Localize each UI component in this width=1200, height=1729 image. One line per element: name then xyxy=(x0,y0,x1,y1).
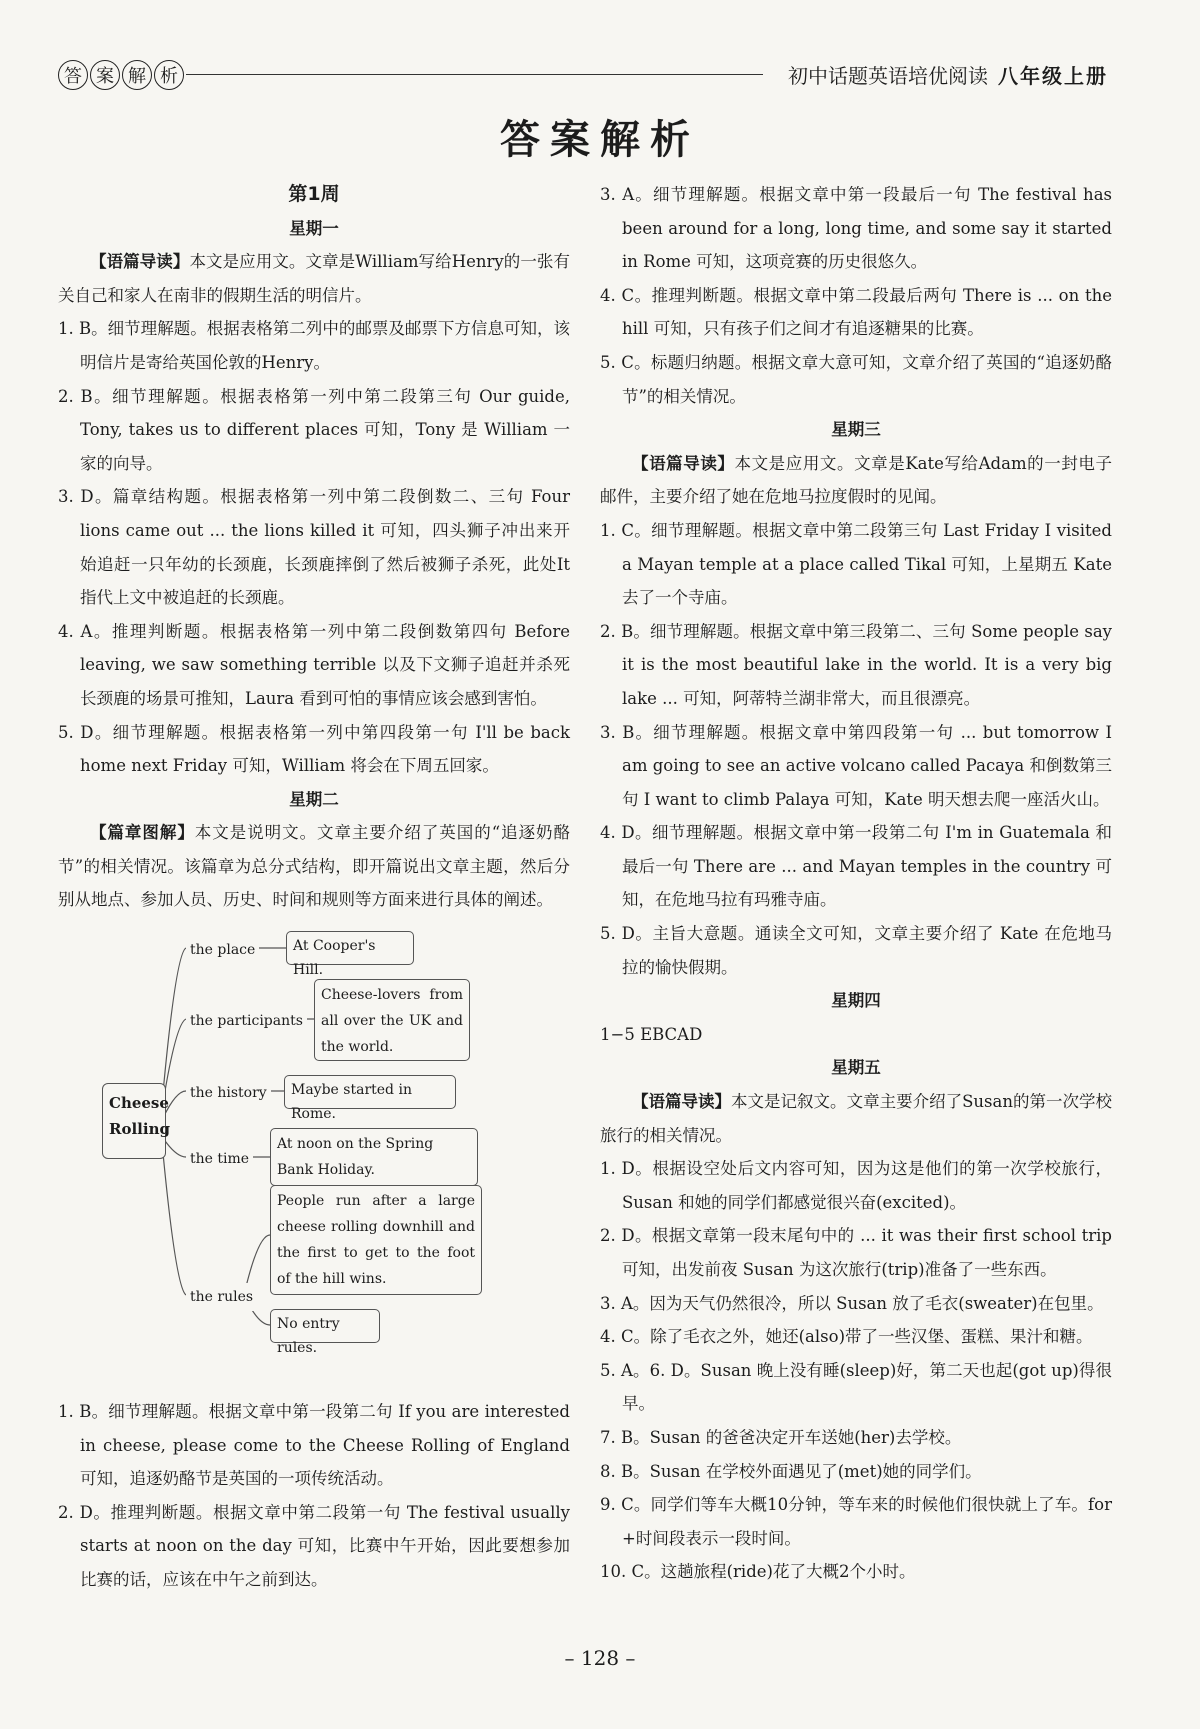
book-title xyxy=(788,60,1108,89)
intro-tag: 【语篇导读】 xyxy=(632,453,735,473)
branch-rules: the rules xyxy=(186,1283,257,1311)
answer-item: 3. D。篇章结构题。根据表格第一列中第二段倒数二、三句 Four lions came out ... the lions killed it 可知，四头狮子冲出来开始追赶一只年幼的长颈鹿，长颈鹿摔倒了然后被狮子杀死，此处It指代上文中被追赶的长颈鹿。 xyxy=(58,487,570,608)
intro-tuesday: 【篇章图解】本文是说明文。文章主要介绍了英国的“追逐奶酪节”的相关情况。该篇章为总分式结构，即开篇说出文章主题，然后分别从地点、参加人员、历史、时间和规则等方面来进行具体的阐述。 xyxy=(58,823,571,910)
badge-char: 析 xyxy=(154,60,184,90)
badge-char: 解 xyxy=(122,60,152,90)
answer-item: 9. C。同学们等车大概10分钟，等车来的时候他们很快就上了车。for +时间段表示一段时间。 xyxy=(600,1495,1112,1548)
badge-char: 答 xyxy=(58,60,88,90)
answer-item: 5. D。细节理解题。根据表格第一列中第四段第一句 I'll be back home next Friday 可知，William 将会在下周五回家。 xyxy=(58,722,570,776)
answer-item: 3. A。因为天气仍然很冷，所以 Susan 放了毛衣(sweater)在包里。 xyxy=(600,1293,1104,1313)
answer-item: 2. D。根据文章第一段末尾句中的 ... it was their first school trip 可知，出发前夜 Susan 为这次旅行(trip)准备了一些东西。 xyxy=(600,1226,1112,1279)
branch-participants: the participants xyxy=(186,1007,307,1035)
answer-item: 1. B。细节理解题。根据表格第二列中的邮票及邮票下方信息可知，该明信片是寄给英国伦敦的Henry。 xyxy=(58,319,570,372)
header-rule xyxy=(186,74,763,75)
connector-line xyxy=(163,948,186,1093)
answer-item: 4. C。除了毛衣之外，她还(also)带了一些汉堡、蛋糕、果汁和糖。 xyxy=(600,1327,1093,1347)
branch-time: the time xyxy=(186,1145,253,1173)
series-name: 初中话题英语培优阅读 xyxy=(788,64,988,88)
day-heading-tuesday: 星期二 xyxy=(289,789,339,809)
day-heading-friday: 星期五 xyxy=(831,1058,881,1078)
mind-map xyxy=(58,923,570,1393)
answer-item: 4. C。推理判断题。根据文章中第二段最后两句 There is ... on the hill 可知，只有孩子们之间才有追逐糖果的比赛。 xyxy=(600,285,1112,339)
answer-item: 7. B。Susan 的爸爸决定开车送她(her)去学校。 xyxy=(600,1427,962,1447)
detail-history: Maybe started in Rome. xyxy=(284,1075,456,1109)
branch-history: the history xyxy=(186,1079,271,1107)
answer-item: 4. D。细节理解题。根据文章中第一段第二句 I'm in Guatemala 和最后一句 There are ... and Mayan temples in the country 可知，在危地马拉有玛雅寺庙。 xyxy=(600,823,1112,910)
answer-item: 5. D。主旨大意题。通读全文可知，文章主要介绍了 Kate 在危地马拉的愉快假期。 xyxy=(600,924,1112,977)
detail-place: At Cooper's Hill. xyxy=(286,931,414,965)
answer-item: 2. B。细节理解题。根据文章中第三段第二、三句 Some people say it is the most beautiful lake in the world. It is a very big lake ... 可知，阿蒂特兰湖非常大，而且很漂亮。 xyxy=(600,621,1112,708)
intro-monday: 【语篇导读】本文是应用文。文章是William写给Henry的一张有关自己和家人在南非的假期生活的明信片。 xyxy=(58,252,570,305)
week-heading: 第1周 xyxy=(288,183,340,205)
answer-item: 3. A。细节理解题。根据文章中第一段最后一句 The festival has been around for a long, long time, and some say it started in Rome 可知，这项竞赛的历史很悠久。 xyxy=(600,185,1112,272)
answer-item: 1. D。根据设空处后文内容可知，因为这是他们的第一次学校旅行，Susan 和她的同学们都感觉很兴奋(excited)。 xyxy=(600,1159,1112,1212)
connector-line xyxy=(163,1153,186,1295)
answer-item: 4. A。推理判断题。根据表格第一列中第二段倒数第四句 Before leaving, we saw something terrible 以及下文狮子追赶并杀死长颈鹿的场景可推知，Laura 看到可怕的事情应该会感到害怕。 xyxy=(58,621,570,708)
answer-item: 10. C。这趟旅程(ride)花了大概2个小时。 xyxy=(600,1562,916,1582)
intro-wednesday: 【语篇导读】本文是应用文。文章是Kate写给Adam的一封电子邮件，主要介绍了她在危地马拉度假时的见闻。 xyxy=(600,453,1112,507)
intro-tag: 【语篇导读】 xyxy=(90,252,190,272)
intro-friday: 【语篇导读】本文是记叙文。文章主要介绍了Susan的第一次学校旅行的相关情况。 xyxy=(600,1092,1112,1145)
answer-item: 1. B。细节理解题。根据文章中第一段第二句 If you are interested in cheese, please come to the Cheese Rolling of England 可知，追逐奶酪节是英国的一项传统活动。 xyxy=(58,1402,570,1489)
detail-rules: People run after a large cheese rolling downhill and the first to get to the foot of the hill wins. xyxy=(270,1185,482,1295)
badge-char: 案 xyxy=(90,60,120,90)
answer-item: 5. A。6. D。Susan 晚上没有睡(sleep)好，第二天也起(got up)得很早。 xyxy=(600,1360,1112,1414)
detail-time: At noon on the Spring Bank Holiday. xyxy=(270,1128,478,1186)
day-heading-wednesday: 星期三 xyxy=(831,420,881,440)
answer-item: 1. C。细节理解题。根据文章中第二段第三句 Last Friday I visited a Mayan temple at a place called Tikal 可知，上星期五 Kate 去了一个寺庙。 xyxy=(600,520,1112,608)
day-heading-monday: 星期一 xyxy=(289,218,339,238)
page-header xyxy=(58,58,1108,98)
answer-item: 2. D。推理判断题。根据文章中第二段第一句 The festival usually starts at noon on the day 可知，比赛中午开始，因此要想参加比赛的话，应该在中午之前到达。 xyxy=(58,1502,570,1590)
page-title: 答案解析 xyxy=(500,117,700,163)
answer-item: 3. B。细节理解题。根据文章中第四段第一句 ... but tomorrow I am going to see an active volcano called Pacaya 和倒数第三句 I want to climb Palaya 可知，Kate 明天想去爬一座活火山。 xyxy=(600,722,1112,809)
intro-tag: 【篇章图解】 xyxy=(90,823,195,843)
intro-tag: 【语篇导读】 xyxy=(632,1092,732,1112)
right-column xyxy=(600,178,1112,1589)
detail-rules-2: No entry rules. xyxy=(270,1309,380,1343)
answer-item: 8. B。Susan 在学校外面遇见了(met)她的同学们。 xyxy=(600,1461,982,1481)
page-number: – 128 – xyxy=(564,1646,636,1670)
answer-item: 5. C。标题归纳题。根据文章大意可知，文章介绍了英国的“追逐奶酪节”的相关情况。 xyxy=(600,352,1112,406)
answer-thursday: 1−5 EBCAD xyxy=(600,1024,703,1044)
answer-item: 2. B。细节理解题。根据表格第一列中第二段第三句 Our guide, Tony, takes us to different places 可知，Tony 是 William 一家的向导。 xyxy=(58,386,570,473)
grade-label: 八年级上册 xyxy=(998,64,1108,88)
branch-place: the place xyxy=(186,936,259,964)
section-badge xyxy=(58,60,184,90)
left-column xyxy=(58,178,570,1597)
mind-map-center: Cheese Rolling xyxy=(102,1083,166,1159)
day-heading-thursday: 星期四 xyxy=(831,991,881,1011)
detail-participants: Cheese-lovers from all over the UK and the world. xyxy=(314,979,470,1061)
